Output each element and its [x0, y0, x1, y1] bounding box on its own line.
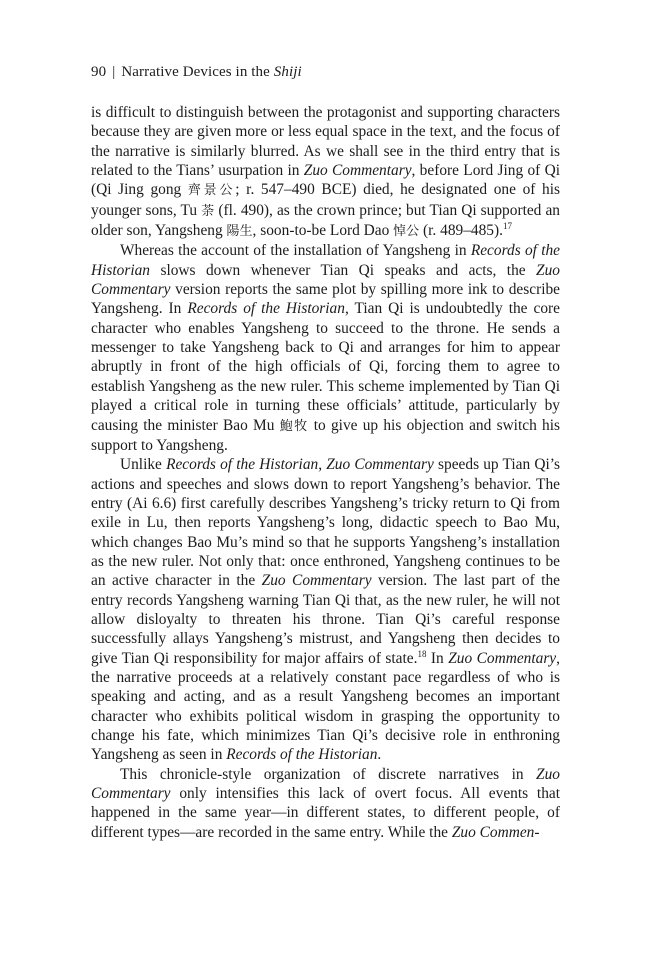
text-run: , the narrative proceeds at a relatively constant pace regardless of who is speaking and acting, and as a result Yangsheng becomes an important character who exhibits political wisdom in grasping the opportunity to change his fate, which minimizes Tian Qi’s decisive role in enthroning Yangsheng as seen in — [91, 649, 560, 764]
text-run: , soon-to-be Lord Dao — [252, 222, 394, 240]
text-run: Whereas the account of the installation of Yangsheng in — [120, 242, 471, 260]
chinese-characters: 鮑牧 — [279, 418, 309, 434]
italic-title: Zuo Commentary — [303, 162, 412, 180]
italic-title: Records of the Historian — [187, 300, 345, 318]
running-head — [91, 63, 302, 81]
text-run: only intensifies this lack of overt focus. All events that happened in the same year—in different states, to different people, of different types—are recorded in the same entry. While the — [91, 785, 560, 841]
chinese-characters: 荼 — [201, 203, 215, 219]
text-run: This chronicle-style organization of discrete narratives in — [120, 765, 537, 783]
text-run: , Tian Qi is undoubtedly the core character who enables Yangsheng to succeed to the throne. He sends a messenger to take Yangsheng back to Qi and arranges for him to appear abruptly in front of the high officials of Qi, forcing them to agree to establish Yangsheng as the new ruler. This scheme implemented by Tian Qi played a critical role in turning these officials’ attitude, particularly by causing the minister Bao Mu — [91, 300, 560, 434]
italic-title: Records of the Historian — [91, 242, 560, 279]
text-run: , — [318, 456, 327, 474]
paragraph — [91, 455, 560, 765]
running-head-separator: | — [112, 64, 116, 80]
footnote-marker: 18 — [417, 648, 427, 659]
italic-title: Zuo Commentary — [91, 261, 560, 299]
text-run: Unlike — [120, 456, 167, 474]
text-run: speeds up Tian Qi’s actions and speeches and slows down to report Yangsheng’s behavior. The entry (Ai 6.6) first carefully describes Yangsheng’s tricky return to Qi from exile in Lu, then reports Yangsheng’s long, didactic speech to Bao Mu, which changes Bao Mu’s mind so that he supports Yangsheng’s installation as the new ruler. Not only that: once enthroned, Yangsheng continues to be an active character in the — [91, 456, 560, 590]
paragraph — [91, 241, 560, 455]
book-title-italic: Shiji — [273, 64, 302, 80]
text-run: . — [377, 746, 382, 764]
text-run: In — [426, 649, 449, 667]
italic-title: Zuo Commentary — [261, 572, 372, 590]
text-run: slows down whenever Tian Qi speaks and acts, the — [150, 261, 537, 279]
italic-title: Zuo Commentary — [91, 765, 560, 803]
chinese-characters: 陽生 — [226, 224, 253, 240]
italic-title: Records of the Historian — [226, 746, 378, 764]
text-run: version. The last part of the entry records Yangsheng warning Tian Qi that, as the new ruler, he will not allow disloyalty to threaten his throne. Tian Qi’s careful response successfully allays Yangsheng’s mistrust, and Yangsheng then decides to give Tian Qi responsibility for major affairs of state. — [91, 572, 560, 667]
text-run: , before Lord Jing of Qi (Qi Jing gong — [91, 162, 560, 199]
chinese-characters: 悼公 — [393, 224, 420, 240]
footnote-marker: 17 — [502, 221, 512, 232]
text-run: ; r. 547–490 BCE) died, he designated one of his younger sons, Tu — [91, 181, 560, 219]
italic-title: Zuo Commen- — [451, 823, 540, 841]
italic-title: Records of the Historian — [166, 456, 319, 474]
text-run: is difficult to distinguish between the protagonist and supporting characters because they are given more or less equal space in the text, and the focus of the narrative is similarly blurred. As we shall see in the third entry that is related to the Tians’ usurpation in — [91, 104, 560, 180]
page-number: 90 — [91, 64, 107, 80]
paragraph — [91, 103, 560, 241]
text-run: (r. 489–485). — [419, 222, 503, 240]
chinese-characters: 齊景公 — [187, 183, 236, 199]
text-run: (fl. 490), as the crown prince; but Tian Qi supported an older son, Yangsheng — [91, 201, 560, 240]
italic-title: Zuo Commentary — [448, 649, 557, 667]
text-run: to give up his objection and switch his support to Yangsheng. — [91, 416, 560, 454]
italic-title: Zuo Commentary — [326, 456, 434, 474]
text-run: version reports the same plot by spilling more ink to describe Yangsheng. In — [91, 281, 560, 318]
body-text — [91, 103, 560, 842]
paragraph — [91, 765, 560, 842]
book-title: Narrative Devices in the — [121, 64, 274, 80]
